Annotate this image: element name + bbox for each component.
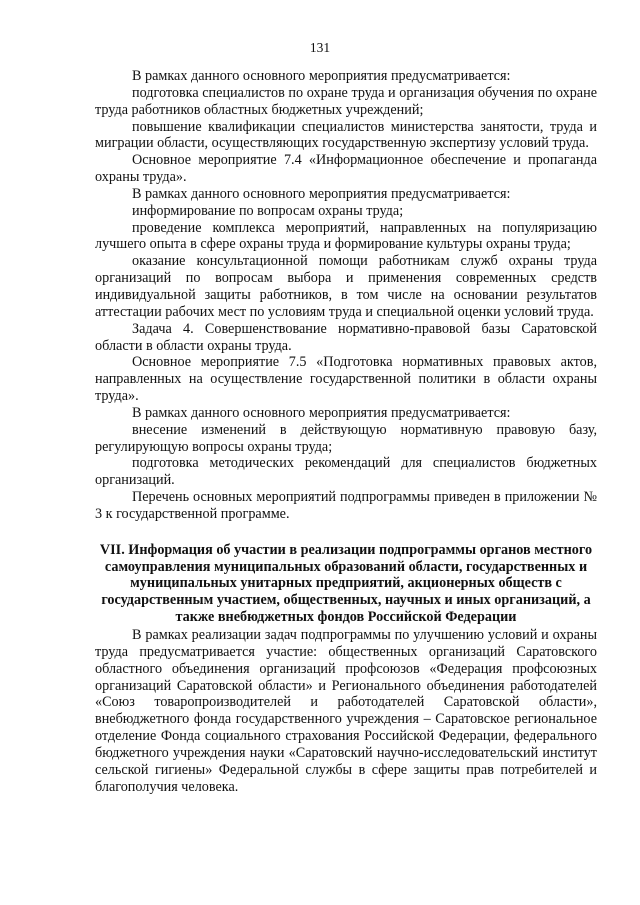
paragraph-informing: информирование по вопросам охраны труда; (132, 202, 404, 219)
paragraph-measure-7-5: Основное мероприятие 7.5 «Подготовка нормативных правовых актов, направленных на осуществление государственной политики в области охраны труда». (95, 354, 597, 405)
paragraph-consulting: оказание консультационной помощи работникам служб охраны труда организаций по вопросам выбора и применения современных средств индивидуальной защиты работников, в том числе на основании результатов аттестации рабочих мест по условиям труда и специальной оценки условий труда. (95, 253, 597, 320)
paragraph-amendments: внесение изменений в действующую нормативную правовую базу, регулирующую вопросы охраны труда; (95, 421, 597, 455)
paragraph-popularization: проведение комплекса мероприятий, направленных на популяризацию лучшего опыта в сфере охраны труда и формирование культуры охраны труда; (95, 219, 597, 253)
paragraph-list-reference: Перечень основных мероприятий подпрограммы приведен в приложении № 3 к государственной программе. (95, 489, 597, 522)
paragraph-intro-2: В рамках данного основного мероприятия предусматривается: (132, 185, 511, 202)
paragraph-intro-3: В рамках данного основного мероприятия предусматривается: (132, 404, 511, 421)
paragraph-measure-7-4: Основное мероприятие 7.4 «Информационное обеспечение и пропаганда охраны труда». (95, 152, 597, 186)
paragraph-training-specialists: подготовка специалистов по охране труда и организация обучения по охране труда работников областных бюджетных учреждений; (95, 84, 597, 118)
paragraph-guidelines: подготовка методических рекомендаций для специалистов бюджетных организаций. (95, 455, 597, 489)
document-body (95, 68, 597, 795)
paragraph-qualification: повышение квалификации специалистов министерства занятости, труда и миграции области, осуществляющих государственную экспертизу условий труда. (95, 118, 597, 152)
section-heading: VII. Информация об участии в реализации подпрограммы органов местного самоуправления муниципальных образований области, государственных и муниципальных унитарных предприятий, акционерных обществ с государственным участием, общественных, научных и иных организаций, а также внебюджетных фондов Российской Федерации (99, 541, 593, 626)
paragraph-participation: В рамках реализации задач подпрограммы по улучшению условий и охраны труда предусматривается участие: общественных организаций Саратовского областного объединения организаций профсоюзов «Федерация профсоюзных организаций Саратовской области» и Регионального объединения работодателей «Союз товаропроизводителей и работодателей Саратовской области», внебюджетного фонда государственного учреждения – Саратовское региональное отделение Фонда социального страхования Российской Федерации, федерального бюджетного учреждения науки «Саратовский научно-исследовательский институт сельской гигиены» Федеральной службы в сфере защиты прав потребителей и благополучия человека. (95, 627, 597, 795)
paragraph-intro-1: В рамках данного основного мероприятия предусматривается: (132, 68, 511, 84)
paragraph-task-4: Задача 4. Совершенствование нормативно-правовой базы Саратовской области в области охраны труда. (95, 320, 597, 354)
page-number: 131 (309, 40, 331, 55)
